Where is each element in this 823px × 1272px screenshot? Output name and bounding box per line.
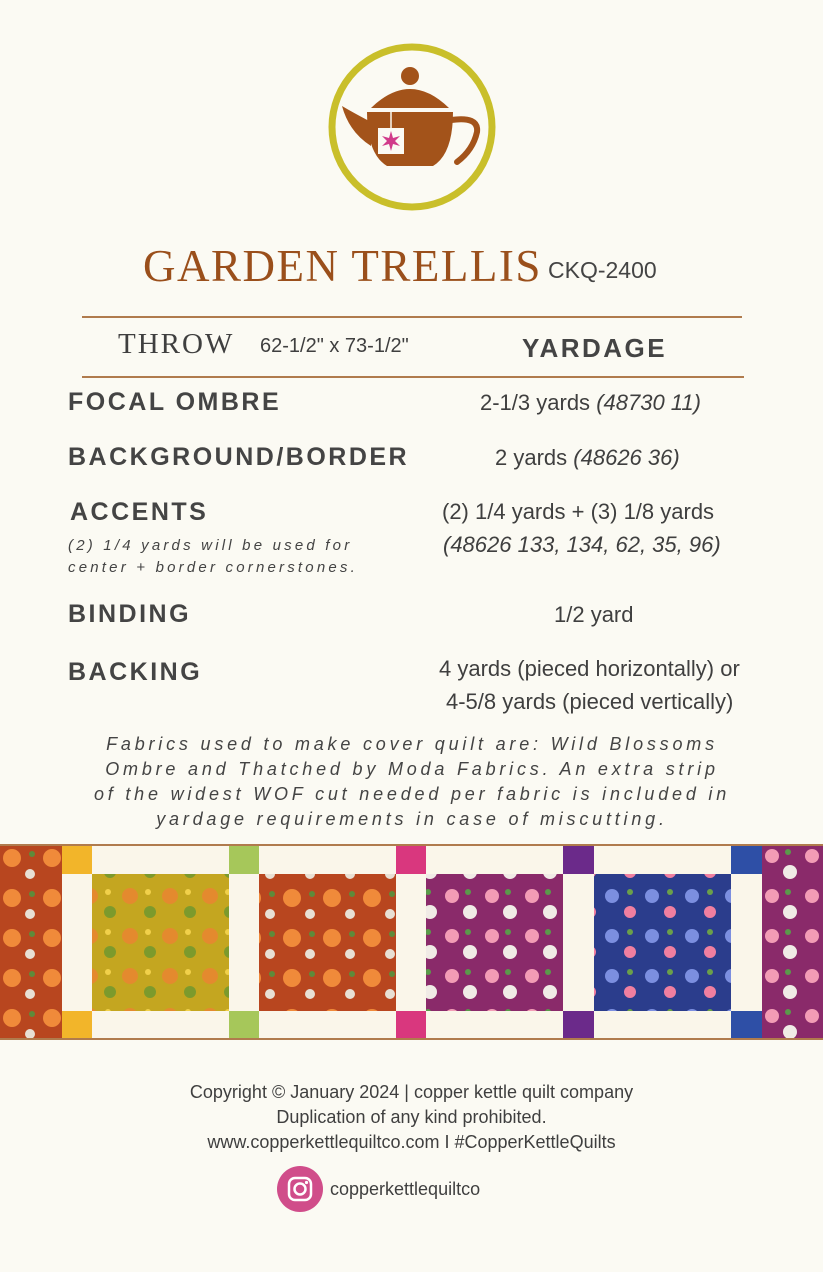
divider-top [82, 316, 742, 318]
material-amount-focal [480, 390, 701, 416]
material-amount-accents: (2) 1/4 yards + (3) 1/8 yards [442, 499, 715, 524]
fabric-note [60, 732, 764, 832]
amount-skus: (48730 11) [596, 390, 701, 415]
fabric-note-line: of the widest WOF cut needed per fabric is included in [93, 784, 731, 804]
pattern-title: GARDEN TRELLIS [143, 241, 542, 291]
footer [0, 1080, 823, 1155]
material-amount-backing-line1: 4 yards (pieced horizontally) or [439, 656, 740, 681]
size-label: THROW [118, 328, 235, 360]
accents-note-line: (2) 1/4 yards will be used for [68, 537, 353, 554]
instagram-icon[interactable] [277, 1166, 323, 1212]
material-label-binding: BINDING [68, 600, 192, 628]
size-dimensions: 62-1/2" x 73-1/2" [260, 335, 409, 357]
pattern-code: CKQ-2400 [548, 257, 657, 283]
divider-bottom [82, 376, 744, 378]
material-amount-background [495, 445, 680, 471]
material-skus-accents: (48626 133, 134, 62, 35, 96) [443, 532, 721, 557]
amount-skus: (48626 36) [573, 445, 680, 470]
fabric-note-line: Ombre and Thatched by Moda Fabrics. An extra strip [105, 759, 719, 779]
fabric-note-line: yardage requirements in case of miscutting. [156, 809, 668, 829]
material-amount-binding: 1/2 yard [554, 602, 634, 627]
duplication-notice: Duplication of any kind prohibited. [276, 1107, 547, 1127]
website-link[interactable]: www.copperkettlequiltco.com I #CopperKettleQuilts [207, 1132, 616, 1152]
accents-note-line: center + border cornerstones. [68, 559, 358, 576]
instagram-handle[interactable]: copperkettlequiltco [330, 1179, 481, 1199]
material-label-accents: ACCENTS [70, 498, 209, 526]
fabric-note-line: Fabrics used to make cover quilt are: Wild Blossoms [106, 734, 718, 754]
teapot-logo-icon [327, 42, 497, 212]
amount-text: 2 yards [495, 445, 568, 470]
accents-note [68, 535, 358, 579]
quilt-preview-image [0, 844, 823, 1040]
material-label-backing: BACKING [68, 658, 203, 686]
material-label-focal: FOCAL OMBRE [68, 388, 282, 416]
material-label-background: BACKGROUND/BORDER [68, 443, 410, 471]
yardage-heading: YARDAGE [522, 333, 668, 363]
copyright-text: Copyright © January 2024 | copper kettle quilt company [189, 1082, 634, 1102]
material-amount-backing-line2: 4-5/8 yards (pieced vertically) [446, 689, 734, 714]
amount-text: 2-1/3 yards [480, 390, 591, 415]
